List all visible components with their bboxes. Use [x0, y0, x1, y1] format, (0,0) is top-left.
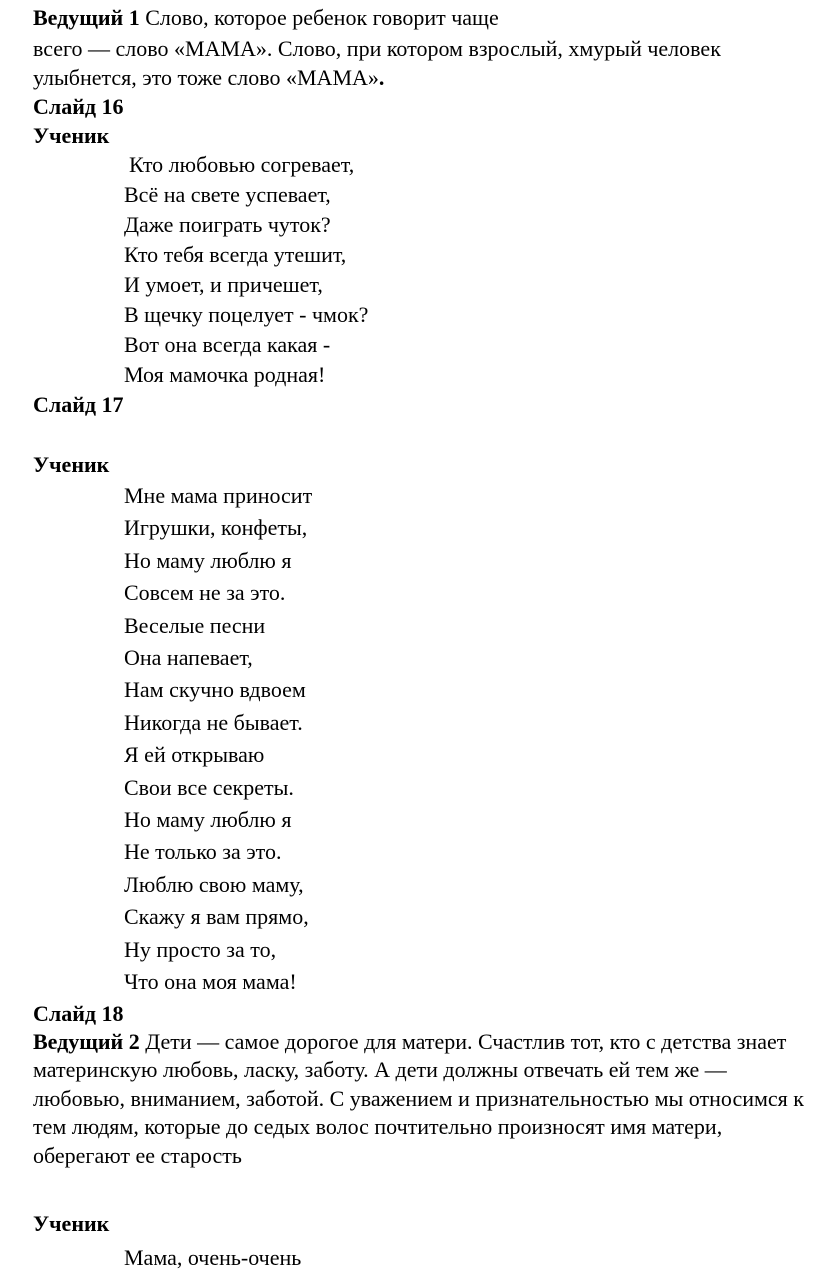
- slide-18-role: Ученик: [33, 1211, 110, 1236]
- slide-18-verse: [124, 1242, 813, 1274]
- verse-line: Свои все секреты.: [124, 774, 294, 800]
- slide-17-role: Ученик: [33, 452, 110, 477]
- verse-line: Совсем не за это.: [124, 580, 286, 606]
- verse-line: Что она моя мама!: [124, 969, 297, 995]
- verse-line: Игрушки, конфеты,: [124, 515, 308, 541]
- slide-18-text: Дети — самое дорогое для матери. Счастлив тот, кто с детства знает материнскую любовь, ласку, заботу. А дети должны отвечать ей тем же — любовью, вниманием, заботой. С уважением и признательностью мы относимся к тем людям, которые до седых волос почтительно произносят имя матери, оберегают ее старость: [33, 1028, 804, 1168]
- intro-paragraph: [33, 35, 813, 92]
- verse-line: Даже поиграть чуток?: [124, 212, 331, 237]
- verse-line: Кто тебя всегда утешит,: [124, 242, 347, 267]
- slide-16-verse: [124, 150, 813, 390]
- slide-17-verse: [124, 480, 813, 999]
- intro-text-line1: Слово, которое ребенок говорит чаще: [139, 5, 499, 30]
- verse-line: Моя мамочка родная!: [124, 362, 326, 387]
- verse-line: Не только за это.: [124, 839, 282, 865]
- slide-16-role: Ученик: [33, 123, 110, 148]
- verse-line: Вот она всегда какая -: [124, 332, 331, 357]
- verse-line: Скажу я вам прямо,: [124, 904, 309, 930]
- verse-line: Мама, очень-очень: [124, 1245, 302, 1270]
- blank-line: [33, 1170, 813, 1210]
- slide-18-heading: Слайд 18: [33, 1000, 124, 1026]
- intro-text-line2: всего — слово «МАМА». Слово, при котором взрослый, хмурый человек улыбнется, это тоже слово «МАМА»: [33, 36, 721, 90]
- verse-line: Кто любовью согревает,: [129, 152, 355, 177]
- verse-line: Нам скучно вдвоем: [124, 677, 306, 703]
- verse-line: Ну просто за то,: [124, 936, 277, 962]
- verse-line: В щечку поцелует - чмок?: [124, 302, 369, 327]
- verse-line: Но маму люблю я: [124, 547, 292, 573]
- verse-line: Мне мама приносит: [124, 483, 313, 508]
- verse-line: Всё на свете успевает,: [124, 182, 331, 207]
- slide-16-heading: Слайд 16: [33, 94, 124, 119]
- verse-line: Никогда не бывает.: [124, 709, 303, 735]
- intro-line1: [33, 3, 813, 33]
- verse-line: Но маму люблю я: [124, 807, 292, 833]
- verse-line: Веселые песни: [124, 612, 266, 638]
- verse-line: Я ей открываю: [124, 742, 265, 768]
- verse-line: Люблю свою маму,: [124, 871, 304, 897]
- verse-line: И умоет, и причешет,: [124, 272, 323, 297]
- slide-18-paragraph: [33, 1028, 813, 1171]
- blank-line: [33, 420, 813, 450]
- document-page: [33, 3, 813, 1274]
- speaker-name: Ведущий 2: [33, 1028, 140, 1054]
- verse-line: Она напевает,: [124, 645, 253, 671]
- slide-17-heading: Слайд 17: [33, 392, 124, 417]
- speaker-name: Ведущий 1: [33, 5, 140, 30]
- intro-text-end: .: [378, 64, 385, 90]
